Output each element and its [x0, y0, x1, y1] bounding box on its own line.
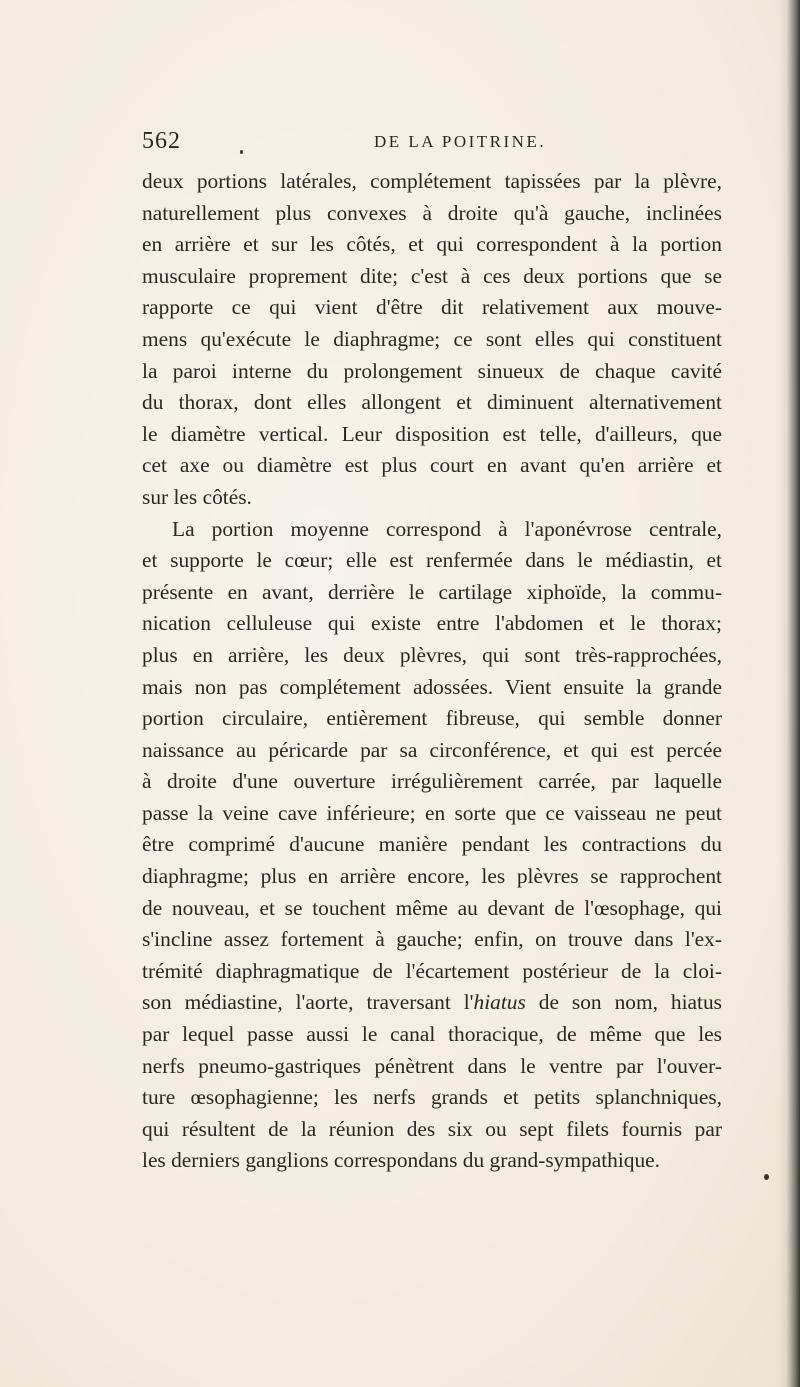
text-line: cet axe ou diamètre est plus court en avant qu'en arrière et — [142, 453, 722, 478]
text-line: de nouveau, et se touchent même au devant de l'œsophage, qui — [142, 895, 722, 920]
hiatus-italic: hiatus — [473, 990, 526, 1015]
text-line: rapporte ce qui vient d'être dit relativement aux mouve- — [142, 295, 722, 320]
text-line: deux portions latérales, complétement tapissées par la plèvre, — [142, 169, 722, 193]
text-line: trémité diaphragmatique de l'écartement postérieur de la cloi- — [142, 958, 722, 983]
text-line: mens qu'exécute le diaphragme; ce sont elles qui constituent — [142, 326, 722, 351]
text-line-hiatus — [142, 987, 722, 1019]
text-line: musculaire proprement dite; c'est à ces deux portions que se — [142, 263, 722, 288]
text-line: être comprimé d'aucune manière pendant les contractions du — [142, 832, 722, 857]
text-line: portion circulaire, entièrement fibreuse, qui semble donner — [142, 706, 722, 731]
text-line: par lequel passe aussi le canal thoracique, de même que les — [142, 1022, 722, 1047]
text-line: nication celluleuse qui existe entre l'abdomen et le thorax; — [142, 611, 722, 636]
page-header — [142, 128, 722, 154]
page-binding-shadow — [778, 0, 800, 1387]
text-line: mais non pas complétement adossées. Vient ensuite la grande — [142, 674, 722, 699]
hiatus-line-after: de son nom, hiatus — [525, 990, 722, 1015]
text-line: diaphragme; plus en arrière encore, les plèvres se rapprochent — [142, 864, 722, 889]
text-line: du thorax, dont elles allongent et diminuent alternativement — [142, 390, 722, 415]
running-head: DE LA POITRINE. — [374, 132, 547, 151]
text-line: nerfs pneumo-gastriques pénètrent dans le ventre par l'ouver- — [142, 1053, 722, 1078]
text-line-indented: La portion moyenne correspond à l'aponévrose centrale, — [172, 516, 722, 541]
body-text — [142, 166, 722, 1177]
hiatus-line-before: son médiastine, l'aorte, traversant l' — [142, 990, 474, 1015]
ink-speck — [240, 150, 243, 154]
text-line: le diamètre vertical. Leur disposition est telle, d'ailleurs, que — [142, 421, 722, 446]
text-line: les derniers ganglions correspondans du grand-sympathique. — [142, 1148, 661, 1173]
text-line: plus en arrière, les deux plèvres, qui sont très-rapprochées, — [142, 642, 722, 667]
text-line: la paroi interne du prolongement sinueux de chaque cavité — [142, 358, 722, 383]
text-line: à droite d'une ouverture irrégulièrement carrée, par laquelle — [142, 769, 722, 794]
text-line: en arrière et sur les côtés, et qui correspondent à la portion — [142, 232, 722, 257]
text-line: naturellement plus convexes à droite qu'à gauche, inclinées — [142, 200, 722, 225]
text-line: et supporte le cœur; elle est renfermée dans le médiastin, et — [142, 548, 722, 573]
text-line: s'incline assez fortement à gauche; enfin, on trouve dans l'ex- — [142, 927, 722, 952]
text-line: naissance au péricarde par sa circonférence, et qui est percée — [142, 737, 722, 762]
page-number: 562 — [142, 128, 181, 154]
text-line: passe la veine cave inférieure; en sorte que ce vaisseau ne peut — [142, 800, 722, 825]
text-line: qui résultent de la réunion des six ou sept filets fournis par — [142, 1116, 722, 1141]
text-line: présente en avant, derrière le cartilage xiphoïde, la commu- — [142, 579, 722, 604]
ink-speck — [764, 1174, 769, 1180]
text-line: ture œsophagienne; les nerfs grands et petits splanchniques, — [142, 1085, 722, 1110]
text-line: sur les côtés. — [142, 484, 252, 509]
